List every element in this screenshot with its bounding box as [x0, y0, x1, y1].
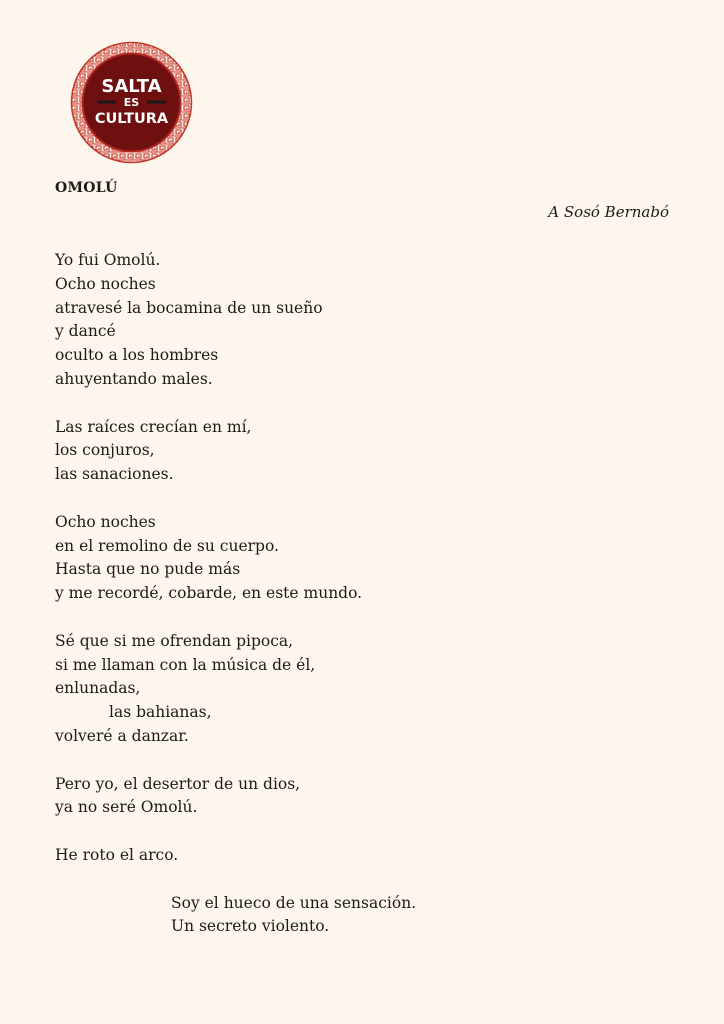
- poem-dedication: A Sosó Bernabó: [548, 203, 669, 221]
- logo-text-salta: SALTA: [101, 76, 162, 97]
- poem-line: ahuyentando males.: [55, 369, 213, 388]
- poem-line: las sanaciones.: [55, 465, 174, 484]
- poem-line: y dancé: [55, 322, 116, 341]
- stanza-2: [55, 416, 675, 487]
- poem-line: Ocho noches: [55, 512, 156, 531]
- poem-line: oculto a los hombres: [55, 346, 219, 365]
- poem-title: OMOLÚ: [55, 180, 118, 196]
- poem-line: Las raíces crecían en mí,: [55, 417, 252, 436]
- stanza-5: [55, 773, 675, 821]
- poem-line: enlunadas,: [55, 679, 141, 698]
- poem-line: Hasta que no pude más: [55, 560, 241, 579]
- poem-line: los conjuros,: [55, 441, 155, 460]
- poem-line: Ocho noches: [55, 274, 156, 293]
- stanza-7: [55, 892, 675, 940]
- poem-line: He roto el arco.: [55, 845, 179, 864]
- poem-line: ya no seré Omolú.: [55, 798, 198, 817]
- salta-es-cultura-logo: [70, 41, 193, 164]
- poem-line: Sé que si me ofrendan pipoca,: [55, 631, 294, 650]
- logo-text-cultura: CULTURA: [94, 111, 169, 127]
- logo-text-es: ES: [123, 96, 140, 109]
- stanza-3: [55, 511, 675, 606]
- poem-line: atravesé la bocamina de un sueño: [55, 298, 323, 317]
- poem-line: en el remolino de su cuerpo.: [55, 536, 279, 555]
- poem-line: Soy el hueco de una sensación.: [171, 893, 417, 912]
- poem-line: y me recordé, cobarde, en este mundo.: [55, 584, 363, 603]
- poem-line: si me llaman con la música de él,: [55, 655, 316, 674]
- poem-line: Yo fui Omolú.: [55, 251, 161, 269]
- stanza-4: [55, 630, 675, 749]
- poem-line: Pero yo, el desertor de un dios,: [55, 774, 301, 793]
- poem-body: [55, 249, 675, 963]
- poem-line: las bahianas,: [109, 703, 212, 722]
- stanza-1: [55, 249, 675, 392]
- poem-line: Un secreto violento.: [171, 917, 330, 936]
- stanza-6: [55, 844, 675, 868]
- poem-line: volveré a danzar.: [55, 726, 189, 745]
